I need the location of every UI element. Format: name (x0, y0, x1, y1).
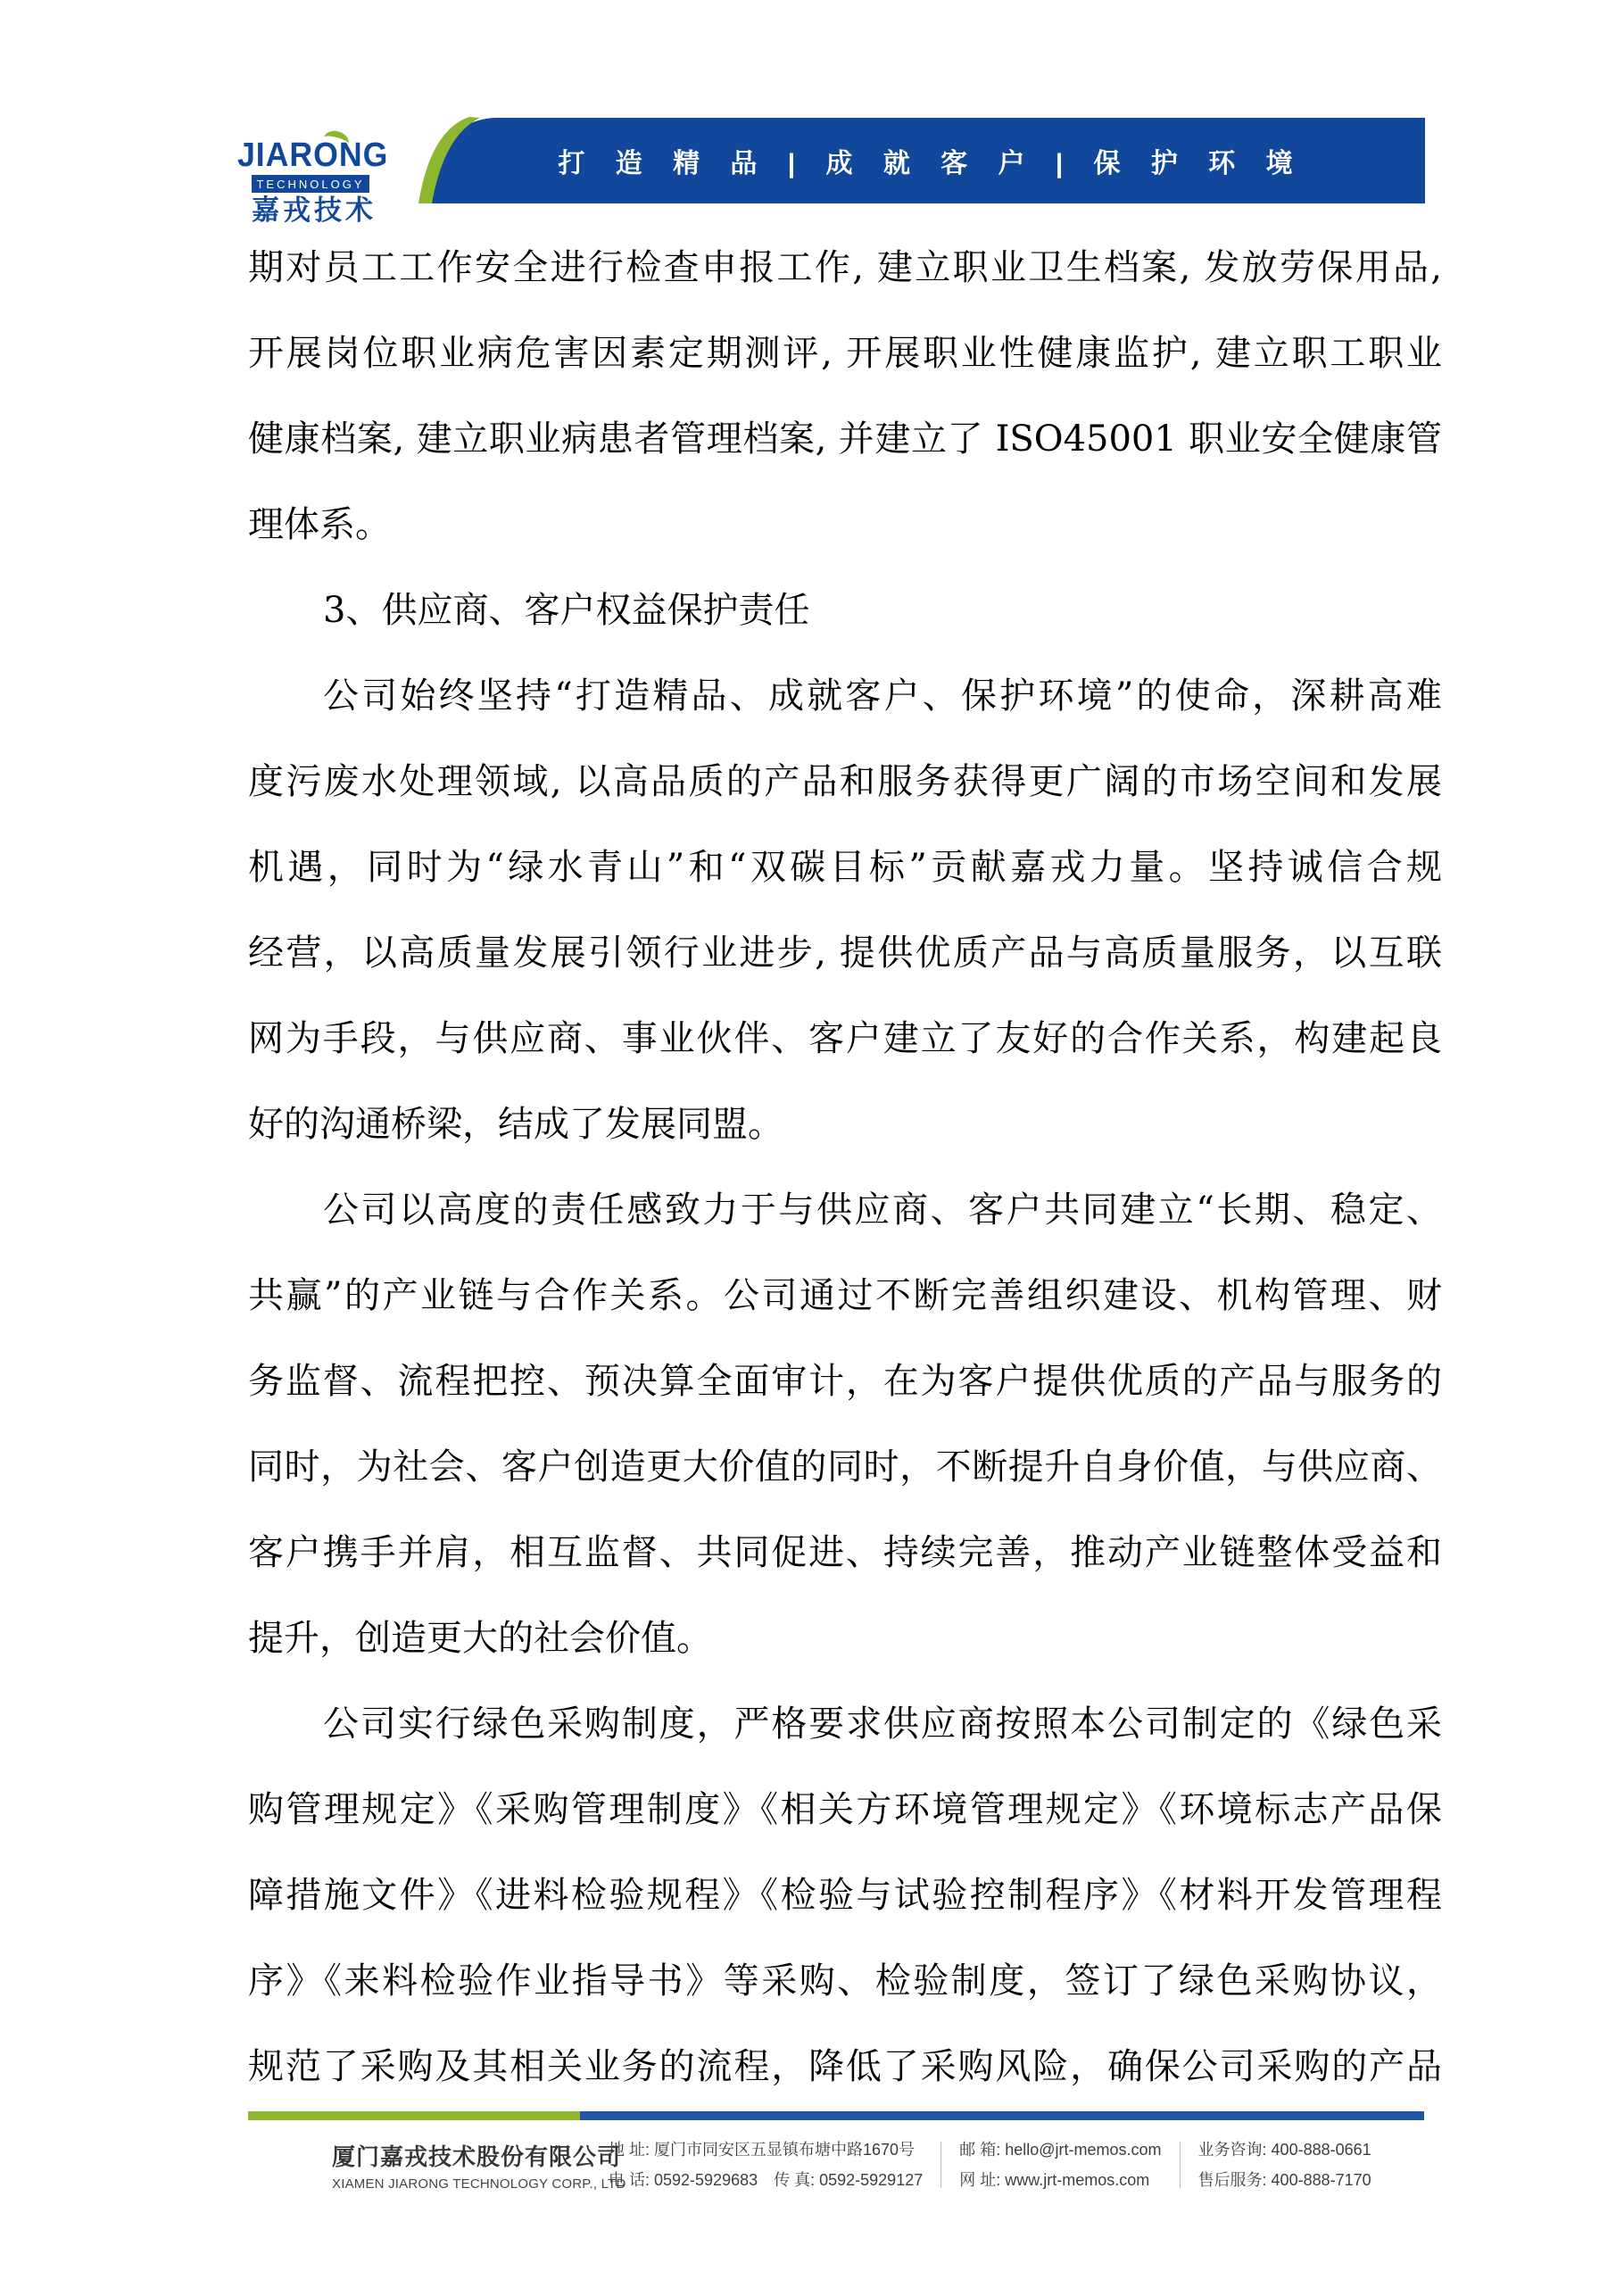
logo-technology-bar: TECHNOLOGY (252, 175, 369, 193)
footer-email-row: 邮 箱: hello@jrt-memos.com (959, 2141, 1162, 2159)
footer-bar-green-segment (248, 2111, 580, 2120)
body-line: 公司以高度的责任感致力于与供应商、客户共同建立“长期、稳定、 (323, 1189, 1442, 1231)
body-line: 规范了采购及其相关业务的流程，降低了采购风险，确保公司采购的产品 (248, 2046, 1442, 2087)
body-line: 理体系。 (248, 504, 391, 545)
footer-address-column (609, 2134, 923, 2195)
body-line: 机遇，同时为“绿水青山”和“双碳目标”贡献嘉戎力量。坚持诚信合规 (248, 847, 1442, 888)
body-line: 障措施文件》《进料检验规程》《检验与试验控制程序》《材料开发管理程 (248, 1875, 1442, 1916)
page-footer (332, 2134, 1371, 2195)
footer-company-name-en: XIAMEN JIARONG TECHNOLOGY CORP., LTD (332, 2176, 626, 2192)
body-line: 网为手段，与供应商、事业伙伴、客户建立了友好的合作关系，构建起良 (248, 1018, 1442, 1059)
body-line: 客户携手并肩，相互监督、共同促进、持续完善，推动产业链整体受益和 (248, 1532, 1442, 1573)
header-banner (421, 118, 1425, 203)
section-heading: 3、供应商、客户权益保护责任 (323, 590, 810, 631)
footer-column-divider (1180, 2142, 1181, 2188)
banner-swoosh-icon (412, 115, 485, 203)
footer-phone-fax-row: 电 话: 0592-5929683 传 真: 0592-5929127 (609, 2171, 924, 2189)
body-line: 度污废水处理领域, 以高品质的产品和服务获得更广阔的市场空间和发展 (248, 761, 1442, 802)
body-line: 同时，为社会、客户创造更大价值的同时，不断提升自身价值，与供应商、 (248, 1446, 1442, 1488)
footer-after-sales-row: 售后服务: 400-888-7170 (1197, 2171, 1371, 2189)
body-line: 提升，创造更大的社会价值。 (248, 1618, 712, 1659)
footer-service-column (1198, 2134, 1371, 2195)
logo-chinese-name: 嘉戎技术 (252, 195, 377, 226)
logo-leaf-icon (322, 128, 351, 153)
footer-business-hotline-row: 业务咨询: 400-888-0661 (1197, 2141, 1371, 2159)
footer-bar-blue-segment (580, 2111, 1424, 2120)
body-line: 共赢”的产业链与合作关系。公司通过不断完善组织建设、机构管理、财 (248, 1275, 1442, 1316)
body-line: 序》《来料检验作业指导书》等采购、检验制度，签订了绿色采购协议， (248, 1960, 1442, 2002)
company-logo (237, 138, 398, 226)
body-line: 公司实行绿色采购制度，严格要求供应商按照本公司制定的《绿色采 (323, 1703, 1442, 1745)
body-line: 好的沟通桥梁，结成了发展同盟。 (248, 1104, 783, 1145)
logo-wordmark: JIARONG (237, 138, 388, 172)
body-line: 公司始终坚持“打造精品、成就客户、保护环境”的使命，深耕高难 (323, 676, 1442, 717)
body-line: 开展岗位职业病危害因素定期测评, 开展职业性健康监护, 建立职工职业 (248, 333, 1442, 374)
body-line: 健康档案, 建立职业病患者管理档案, 并建立了 ISO45001 职业安全健康管 (248, 419, 1442, 460)
body-line: 购管理规定》《采购管理制度》《相关方环境管理规定》《环境标志产品保 (248, 1789, 1442, 1830)
footer-column-divider (940, 2142, 941, 2188)
body-line: 期对员工工作安全进行检查申报工作, 建立职业卫生档案, 发放劳保用品, (248, 247, 1442, 288)
footer-address-row: 地 址: 厦门市同安区五显镇布塘中路1670号 (609, 2141, 916, 2159)
footer-divider-bar (248, 2111, 1424, 2120)
document-body (248, 225, 1442, 2110)
footer-company (332, 2139, 626, 2192)
body-line: 经营，以高质量发展引领行业进步, 提供优质产品与高质量服务，以互联 (248, 932, 1442, 974)
footer-contact-column (959, 2134, 1161, 2195)
footer-website-row: 网 址: www.jrt-memos.com (959, 2171, 1150, 2189)
banner-slogan: 打 造 精 品 | 成 就 客 户 | 保 护 环 境 (558, 149, 1305, 178)
body-line: 务监督、流程把控、预决算全面审计，在为客户提供优质的产品与服务的 (248, 1361, 1442, 1402)
footer-company-name-cn: 厦门嘉戎技术股份有限公司 (332, 2143, 622, 2170)
